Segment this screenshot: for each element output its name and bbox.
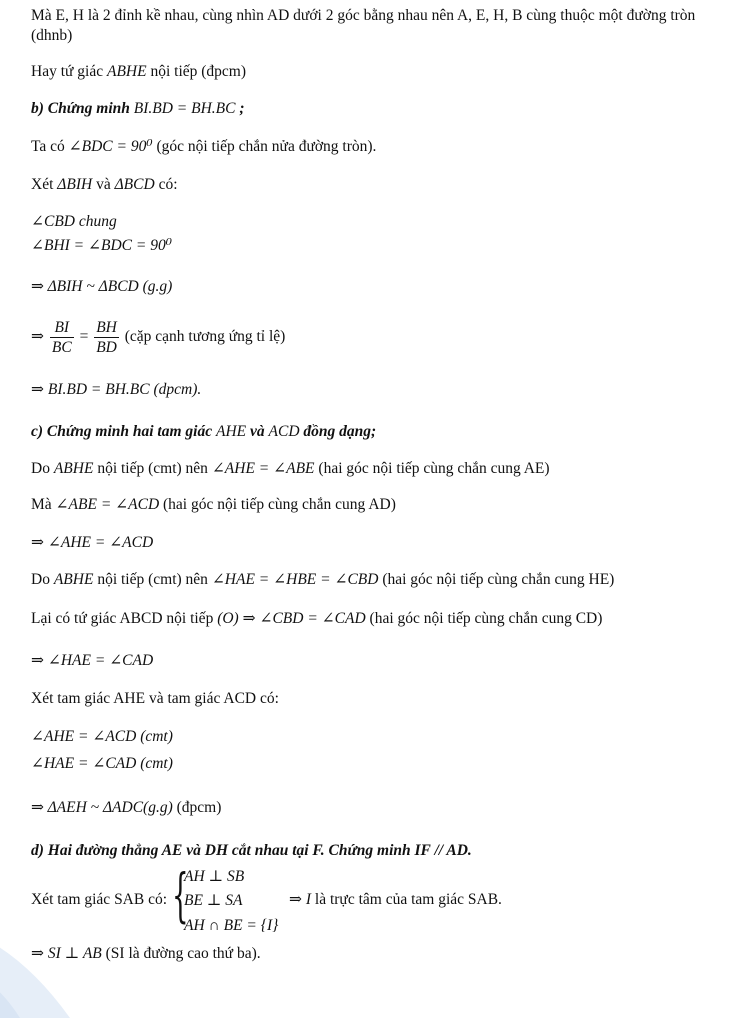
text-line: Mà E, H là 2 đỉnh kề nhau, cùng nhìn AD dưới 2 góc bằng nhau nên A, E, H, B cùng thuộc một đường tròn	[31, 7, 696, 24]
text-line: ⇒ SI ⊥ AB (SI là đường cao thứ ba).	[31, 945, 261, 962]
fraction: $\frac{BH}{BD}$	[96, 319, 117, 356]
section-c-title: c) Chứng minh hai tam giác AHE và ACD đồng dạng;	[31, 423, 377, 440]
text-line: Do ABHE nội tiếp (cmt) nên ∠AHE = ∠ABE (hai góc nội tiếp cùng chắn cung AE)	[31, 460, 550, 477]
math-line: ⇒ ∠HAE = ∠CAD	[31, 652, 154, 669]
fraction: $\frac{BI}{BC}$	[51, 319, 72, 356]
math-line: ⇒ ∠AHE = ∠ACD	[31, 534, 154, 551]
text-line: Xét tam giác SAB có:	[31, 891, 168, 908]
left-brace-icon: {	[172, 861, 189, 929]
text-line: Xét ΔBIH và ΔBCD có:	[31, 176, 178, 193]
math-line: ∠BHI = ∠BDC = 90⁰	[31, 237, 172, 254]
text-line: Do ABHE nội tiếp (cmt) nên ∠HAE = ∠HBE = ∠CBD (hai góc nội tiếp cùng chắn cung HE)	[31, 571, 615, 588]
text-line: Ta có ∠BDC = 90⁰ (góc nội tiếp chắn nửa đường tròn).	[31, 138, 377, 155]
math-line: ⇒ ΔBIH ~ ΔBCD (g.g)	[31, 278, 173, 295]
text-line: ⇒ I là trực tâm của tam giác SAB.	[289, 891, 502, 908]
text-line: (dhnb)	[31, 27, 73, 44]
system-line: AH ⊥ SB	[184, 868, 245, 885]
text-line: Hay tứ giác ABHE nội tiếp (đpcm)	[31, 63, 247, 80]
math-line: ∠HAE = ∠CAD (cmt)	[31, 755, 173, 772]
system-line: BE ⊥ SA	[184, 892, 243, 909]
system-line: AH ∩ BE = {I}	[184, 917, 279, 934]
text-line: ⇒ ΔAEH ~ ΔADC(g.g) (đpcm)	[31, 799, 222, 816]
section-b-title: b) Chứng minh BI.BD = BH.BC ;	[31, 100, 245, 117]
math-line: ⇒ BI.BD = BH.BC (dpcm).	[31, 381, 202, 398]
math-line: ∠CBD chung	[31, 213, 117, 230]
text-line: Xét tam giác AHE và tam giác ACD có:	[31, 690, 279, 707]
text-line: Lại có tứ giác ABCD nội tiếp (O) ⇒ ∠CBD = ∠CAD (hai góc nội tiếp cùng chắn cung CD)	[31, 610, 603, 627]
corner-watermark-icon	[0, 888, 110, 1018]
text-line: Mà ∠ABE = ∠ACD (hai góc nội tiếp cùng chắn cung AD)	[31, 496, 396, 513]
math-line: ∠AHE = ∠ACD (cmt)	[31, 728, 173, 745]
section-d-title: d) Hai đường thẳng AE và DH cắt nhau tại F. Chứng minh IF // AD.	[31, 842, 472, 859]
fraction-line: ⇒ $\frac{BI}{BC}$ = $\frac{BH}{BD}$ (cặp cạnh tương ứng tỉ lệ)	[31, 319, 286, 356]
